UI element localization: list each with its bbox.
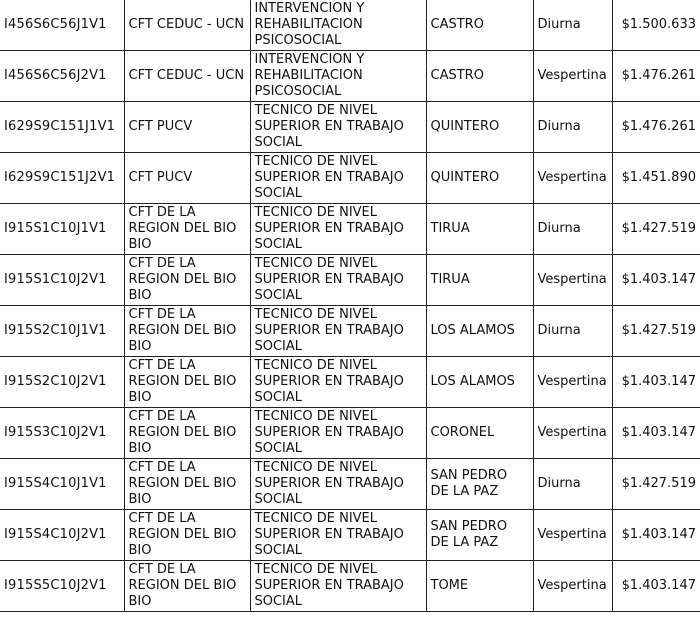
codigo-cell: I915S5C10J2V1 — [0, 561, 124, 612]
sede-cell: CORONEL — [426, 408, 533, 459]
jornada-cell: Diurna — [533, 459, 612, 510]
codigo-cell: I915S4C10J2V1 — [0, 510, 124, 561]
carrera-cell: TECNICO DE NIVEL SUPERIOR EN TRABAJO SOCIAL — [250, 306, 426, 357]
institucion-cell: CFT PUCV — [124, 102, 250, 153]
codigo-cell: I915S4C10J1V1 — [0, 459, 124, 510]
sede-cell: SAN PEDRO DE LA PAZ — [426, 510, 533, 561]
codigo-cell: I915S1C10J1V1 — [0, 204, 124, 255]
codigo-cell: I456S6C56J2V1 — [0, 51, 124, 102]
table-row — [0, 561, 700, 612]
table-row — [0, 255, 700, 306]
carrera-cell: TECNICO DE NIVEL SUPERIOR EN TRABAJO SOCIAL — [250, 459, 426, 510]
institucion-cell: CFT PUCV — [124, 153, 250, 204]
table-row — [0, 102, 700, 153]
monto-cell: $1.476.261 — [612, 51, 700, 102]
table-row — [0, 204, 700, 255]
jornada-cell: Vespertina — [533, 51, 612, 102]
codigo-cell: I456S6C56J1V1 — [0, 0, 124, 51]
monto-cell: $1.427.519 — [612, 306, 700, 357]
table-row — [0, 153, 700, 204]
sede-cell: CASTRO — [426, 51, 533, 102]
carrera-cell: TECNICO DE NIVEL SUPERIOR EN TRABAJO SOCIAL — [250, 561, 426, 612]
institucion-cell: CFT DE LA REGION DEL BIO BIO — [124, 408, 250, 459]
institucion-cell: CFT DE LA REGION DEL BIO BIO — [124, 561, 250, 612]
monto-cell: $1.403.147 — [612, 255, 700, 306]
sede-cell: TIRUA — [426, 204, 533, 255]
jornada-cell: Vespertina — [533, 510, 612, 561]
monto-cell: $1.403.147 — [612, 408, 700, 459]
jornada-cell: Diurna — [533, 306, 612, 357]
sede-cell: CASTRO — [426, 0, 533, 51]
monto-cell: $1.476.261 — [612, 102, 700, 153]
sede-cell: QUINTERO — [426, 102, 533, 153]
table-row — [0, 306, 700, 357]
table-row — [0, 510, 700, 561]
carrera-cell: INTERVENCION Y REHABILITACION PSICOSOCIAL — [250, 51, 426, 102]
codigo-cell: I915S3C10J2V1 — [0, 408, 124, 459]
carrera-cell: TECNICO DE NIVEL SUPERIOR EN TRABAJO SOCIAL — [250, 255, 426, 306]
codigo-cell: I629S9C151J2V1 — [0, 153, 124, 204]
jornada-cell: Diurna — [533, 0, 612, 51]
jornada-cell: Diurna — [533, 204, 612, 255]
jornada-cell: Vespertina — [533, 561, 612, 612]
monto-cell: $1.427.519 — [612, 204, 700, 255]
carrera-cell: TECNICO DE NIVEL SUPERIOR EN TRABAJO SOCIAL — [250, 510, 426, 561]
institucion-cell: CFT CEDUC - UCN — [124, 51, 250, 102]
sede-cell: LOS ALAMOS — [426, 357, 533, 408]
carrera-cell: TECNICO DE NIVEL SUPERIOR EN TRABAJO SOCIAL — [250, 357, 426, 408]
institucion-cell: CFT DE LA REGION DEL BIO BIO — [124, 357, 250, 408]
sede-cell: LOS ALAMOS — [426, 306, 533, 357]
table-row — [0, 51, 700, 102]
sede-cell: SAN PEDRO DE LA PAZ — [426, 459, 533, 510]
carrera-cell: TECNICO DE NIVEL SUPERIOR EN TRABAJO SOCIAL — [250, 102, 426, 153]
jornada-cell: Vespertina — [533, 408, 612, 459]
carrera-cell: TECNICO DE NIVEL SUPERIOR EN TRABAJO SOCIAL — [250, 153, 426, 204]
institucion-cell: CFT CEDUC - UCN — [124, 0, 250, 51]
carrera-cell: TECNICO DE NIVEL SUPERIOR EN TRABAJO SOCIAL — [250, 408, 426, 459]
codigo-cell: I915S1C10J2V1 — [0, 255, 124, 306]
sede-cell: TOME — [426, 561, 533, 612]
institucion-cell: CFT DE LA REGION DEL BIO BIO — [124, 459, 250, 510]
sede-cell: TIRUA — [426, 255, 533, 306]
jornada-cell: Diurna — [533, 102, 612, 153]
institucion-cell: CFT DE LA REGION DEL BIO BIO — [124, 510, 250, 561]
codigo-cell: I915S2C10J1V1 — [0, 306, 124, 357]
institucion-cell: CFT DE LA REGION DEL BIO BIO — [124, 306, 250, 357]
jornada-cell: Vespertina — [533, 357, 612, 408]
carrera-cell: TECNICO DE NIVEL SUPERIOR EN TRABAJO SOCIAL — [250, 204, 426, 255]
table-row — [0, 357, 700, 408]
monto-cell: $1.427.519 — [612, 459, 700, 510]
sede-cell: QUINTERO — [426, 153, 533, 204]
codigo-cell: I915S2C10J2V1 — [0, 357, 124, 408]
table-row — [0, 408, 700, 459]
institucion-cell: CFT DE LA REGION DEL BIO BIO — [124, 255, 250, 306]
carrera-cell: INTERVENCION Y REHABILITACION PSICOSOCIAL — [250, 0, 426, 51]
jornada-cell: Vespertina — [533, 255, 612, 306]
jornada-cell: Vespertina — [533, 153, 612, 204]
table-row — [0, 0, 700, 51]
monto-cell: $1.451.890 — [612, 153, 700, 204]
codigo-cell: I629S9C151J1V1 — [0, 102, 124, 153]
monto-cell: $1.403.147 — [612, 357, 700, 408]
monto-cell: $1.403.147 — [612, 510, 700, 561]
table-row — [0, 459, 700, 510]
institucion-cell: CFT DE LA REGION DEL BIO BIO — [124, 204, 250, 255]
monto-cell: $1.500.633 — [612, 0, 700, 51]
monto-cell: $1.403.147 — [612, 561, 700, 612]
